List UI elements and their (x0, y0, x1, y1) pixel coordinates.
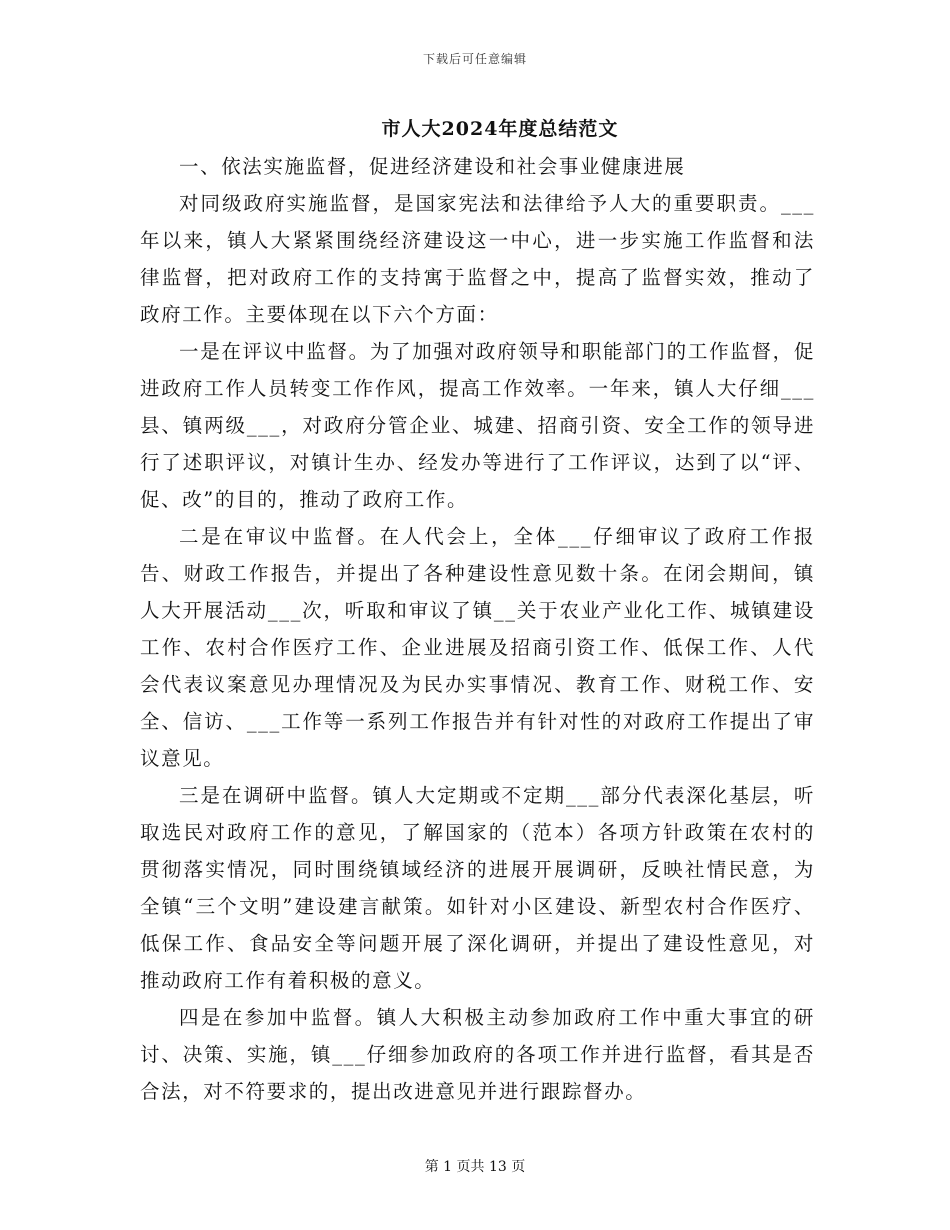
page-number: 第 1 页共 13 页 (424, 1159, 526, 1175)
paragraph: 对同级政府实施监督，是国家宪法和法律给予人大的重要职责。___年以来，镇人大紧紧围绕经济建设这一中心，进一步实施工作监督和法律监督，把对政府工作的支持寓于监督之中，提高了监督实效，推动了政府工作。主要体现在以下六个方面： (140, 192, 815, 326)
paragraph: 二是在审议中监督。在人代会上，全体___仔细审议了政府工作报告、财政工作报告，并提出了各种建设性意见数十条。在闭会期间，镇人大开展活动___次，听取和审议了镇__关于农业产业化工作、城镇建设工作、农村合作医疗工作、企业进展及招商引资工作、低保工作、人代会代表议案意见办理情况及为民办实事情况、教育工作、财税工作、安全、信访、___工作等一系列工作报告并有针对性的对政府工作提出了审议意见。 (140, 525, 815, 770)
document-body (140, 148, 815, 1110)
paragraph: 三是在调研中监督。镇人大定期或不定期___部分代表深化基层，听取选民对政府工作的意见，了解国家的（范本）各项方针政策在农村的贯彻落实情况，同时围绕镇域经济的进展开展调研，反映社情民意，为全镇“三个文明”建设建言献策。如针对小区建设、新型农村合作医疗、低保工作、食品安全等问题开展了深化调研，并提出了建设性意见，对推动政府工作有着积极的意义。 (140, 784, 815, 992)
section-heading: 一、依法实施监督，促进经济建设和社会事业健康进展 (179, 155, 686, 178)
document-title: 市人大2024年度总结范文 (381, 118, 619, 140)
paragraph: 四是在参加中监督。镇人大积极主动参加政府工作中重大事宜的研讨、决策、实施，镇___仔细参加政府的各项工作并进行监督，看其是否合法，对不符要求的，提出改进意见并进行跟踪督办。 (140, 1006, 815, 1103)
header-note: 下载后可任意编辑 (422, 52, 527, 66)
paragraph: 一是在评议中监督。为了加强对政府领导和职能部门的工作监督，促进政府工作人员转变工作作风，提高工作效率。一年来，镇人大仔细___县、镇两级___，对政府分管企业、城建、招商引资、安全工作的领导进行了述职评议，对镇计生办、经发办等进行了工作评议，达到了以“评、促、改”的目的，推动了政府工作。 (140, 340, 815, 511)
